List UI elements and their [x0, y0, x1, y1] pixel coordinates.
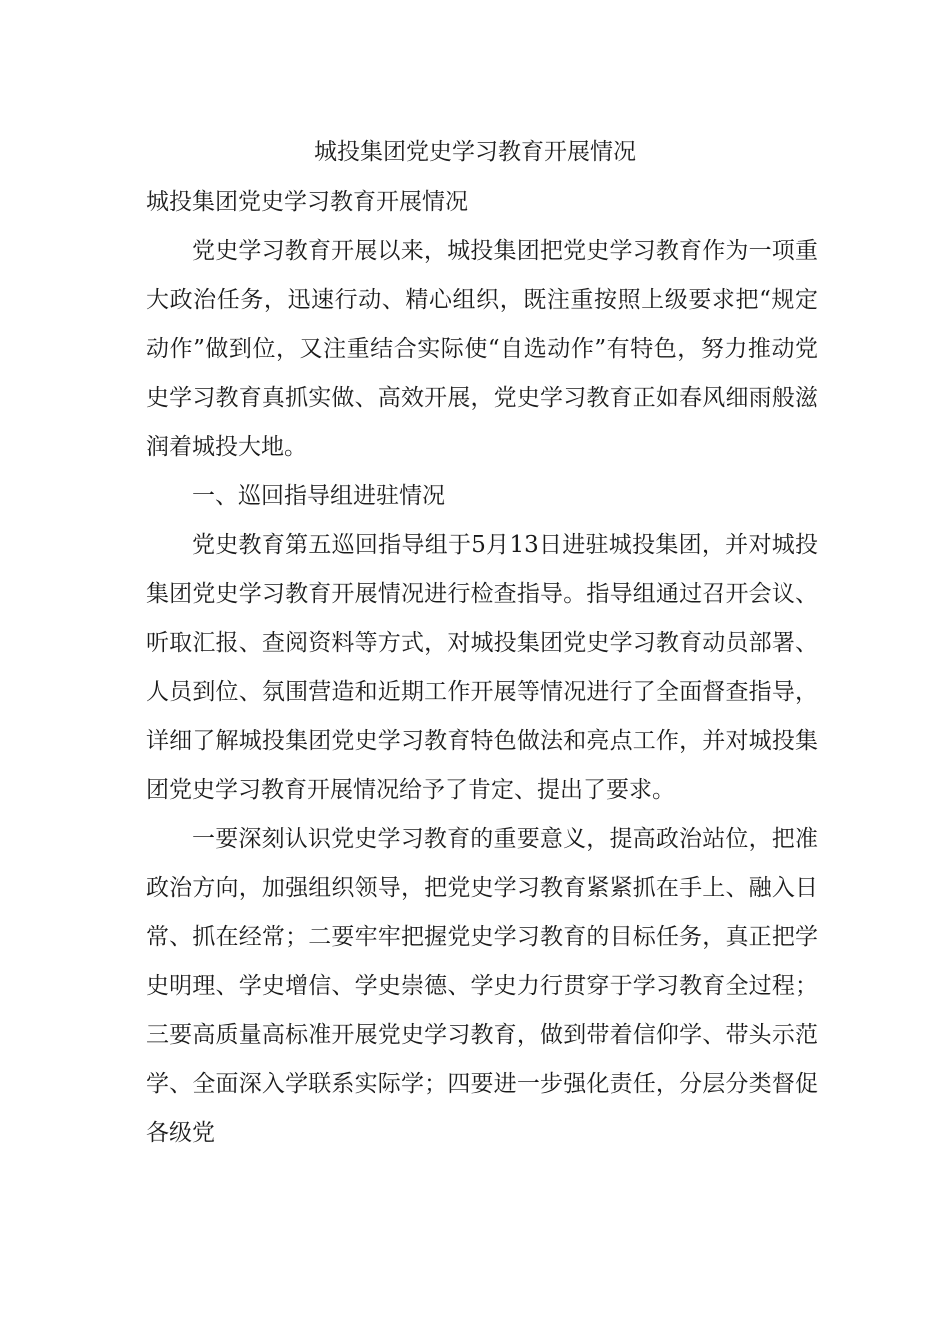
- section-heading: 一、巡回指导组进驻情况: [192, 483, 445, 509]
- document-body: [146, 178, 818, 1158]
- intro-paragraph: 党史学习教育开展以来，城投集团把党史学习教育作为一项重大政治任务，迅速行动、精心组织，既注重按照上级要求把“规定动作”做到位，又注重结合实际使“自选动作”有特色，努力推动党史学习教育真抓实做、高效开展，党史学习教育正如春风细雨般滋润着城投大地。: [146, 238, 818, 460]
- body-paragraph: 一要深刻认识党史学习教育的重要意义，提高政治站位，把准政治方向，加强组织领导，把党史学习教育紧紧抓在手上、融入日常、抓在经常；二要牢牢把握党史学习教育的目标任务，真正把学史明理、学史增信、学史崇德、学史力行贯穿于学习教育全过程；三要高质量高标准开展党史学习教育，做到带着信仰学、带头示范学、全面深入学联系实际学；四要进一步强化责任，分层分类督促各级党: [146, 826, 818, 1146]
- document-title: 城投集团党史学习教育开展情况: [314, 139, 636, 165]
- document-subtitle: 城投集团党史学习教育开展情况: [146, 189, 468, 215]
- body-paragraph: 党史教育第五巡回指导组于5月13日进驻城投集团，并对城投集团党史学习教育开展情况进行检查指导。指导组通过召开会议、听取汇报、查阅资料等方式，对城投集团党史学习教育动员部署、人员到位、氛围营造和近期工作开展等情况进行了全面督查指导，详细了解城投集团党史学习教育特色做法和亮点工作，并对城投集团党史学习教育开展情况给予了肯定、提出了要求。: [146, 532, 818, 803]
